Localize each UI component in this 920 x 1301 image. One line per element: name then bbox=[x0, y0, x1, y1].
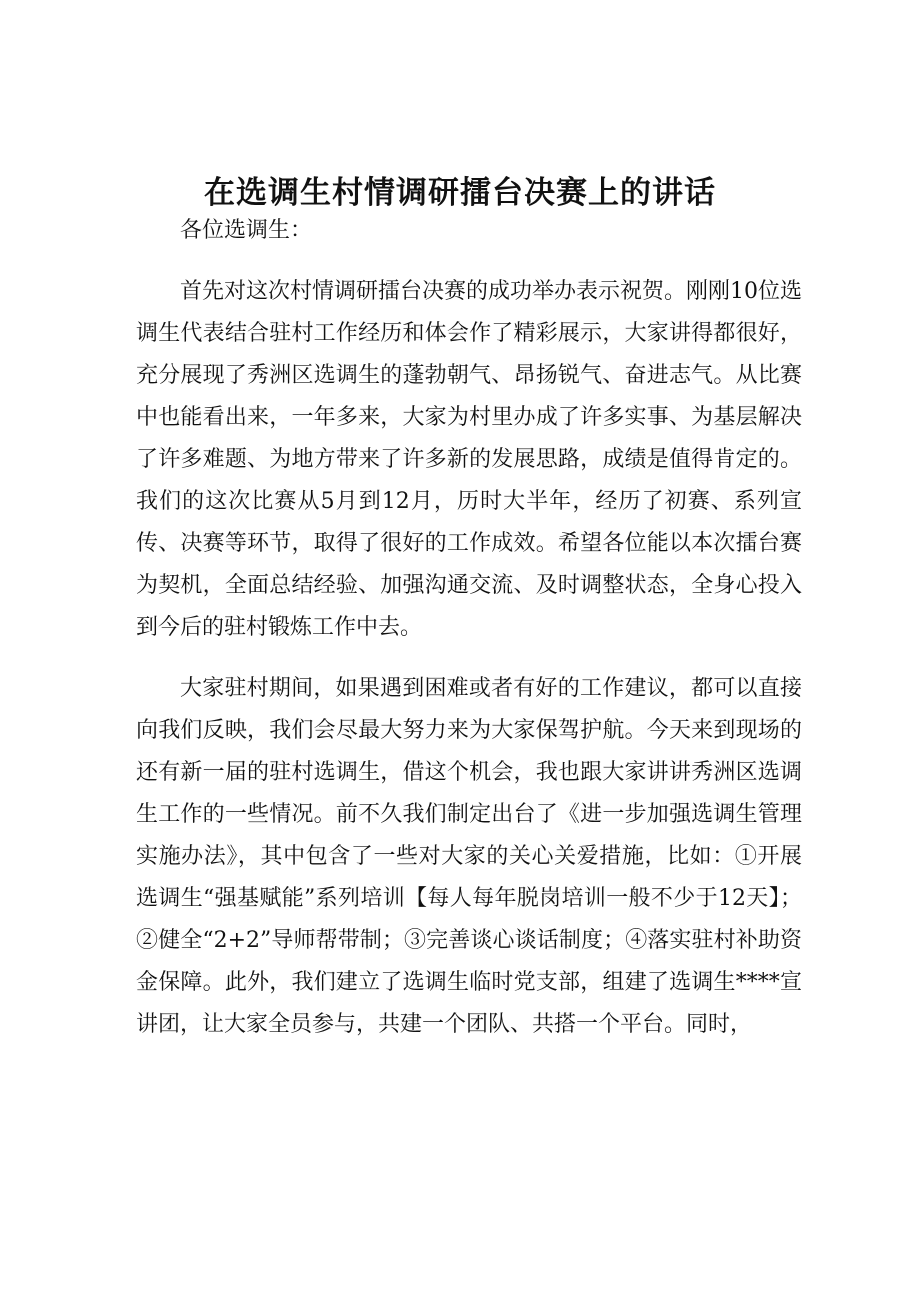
paragraph-2: 大家驻村期间，如果遇到困难或者有好的工作建议，都可以直接向我们反映，我们会尽最大努力来为大家保驾护航。今天来到现场的还有新一届的驻村选调生，借这个机会，我也跟大家讲讲秀洲区选调生工作的一些情况。前不久我们制定出台了《进一步加强选调生管理实施办法》，其中包含了一些对大家的关心关爱措施，比如：①开展选调生“强基赋能”系列培训【每人每年脱岗培训一般不少于12天】；②健全“2+2”导师帮带制；③完善谈心谈话制度；④落实驻村补助资金保障。此外，我们建立了选调生临时党支部，组建了选调生****宣讲团，让大家全员参与，共建一个团队、共搭一个平台。同时， bbox=[136, 676, 802, 1037]
salutation: 各位选调生： bbox=[180, 218, 313, 243]
document-body bbox=[136, 210, 802, 1065]
document-title: 在选调生村情调研擂台决赛上的讲话 bbox=[204, 175, 716, 211]
paragraph-1: 首先对这次村情调研擂台决赛的成功举办表示祝贺。刚刚10位选调生代表结合驻村工作经历和体会作了精彩展示，大家讲得都很好，充分展现了秀洲区选调生的蓬勃朝气、昂扬锐气、奋进志气。从比赛中也能看出来，一年多来，大家为村里办成了许多实事、为基层解决了许多难题、为地方带来了许多新的发展思路，成绩是值得肯定的。我们的这次比赛从5月到12月，历时大半年，经历了初赛、系列宣传、决赛等环节，取得了很好的工作成效。希望各位能以本次擂台赛为契机，全面总结经验、加强沟通交流、及时调整状态，全身心投入到今后的驻村锻炼工作中去。 bbox=[136, 279, 802, 640]
